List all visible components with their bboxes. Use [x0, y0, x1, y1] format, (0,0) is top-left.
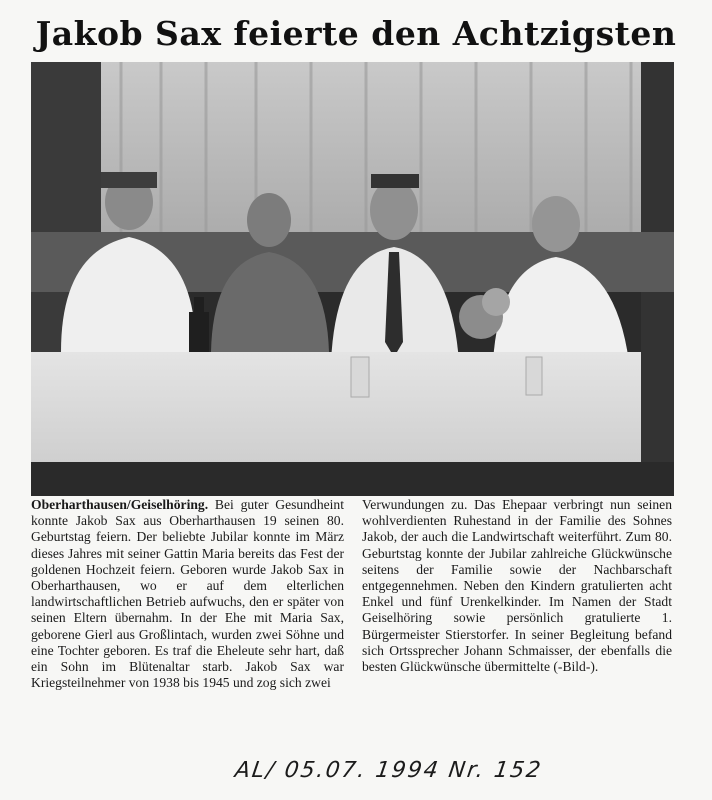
article-column-1 [31, 497, 344, 691]
handwritten-note: AL/ 05.07. 1994 Nr. 152 [233, 758, 544, 783]
column-2-text: Verwundungen zu. Das Ehepaar verbringt nun seinen wohlverdienten Ruhestand in der Familie des Sohnes Jakob, der auch die Landwirtschaft weiterführt. Zum 80. Geburtstag konnte der Jubilar zahlreiche Glückwünsche seitens der Familie sowie der Nachbarschaft entgegennehmen. Neben den Kindern gratulierten acht Enkel und fünf Urenkelkinder. Im Namen der Stadt Geiselhöring sowie persönlich gratulierte 1. Bürgermeister Stierstorfer. In seiner Begleitung befand sich Ortssprecher Johann Schmaisser, der ebenfalls die besten Glückwünsche übermittelte (-Bild-). [362, 497, 672, 675]
dateline: Oberharthausen/Geiselhöring. [31, 497, 209, 512]
headline: Jakob Sax feierte den Achtzigsten [35, 14, 677, 53]
newspaper-photo [31, 62, 674, 496]
article-column-2 [362, 497, 672, 675]
column-1-text: Bei guter Gesundheint konnte Jakob Sax aus Oberharthausen 19 seinen 80. Geburtstag feiern. Der beliebte Jubilar konnte im März dieses Jahres mit seiner Gattin Maria bereits das Fest der goldenen Hochzeit feiern. Geboren wurde Jakob Sax in Oberharthausen, wo er auf dem elterlichen landwirtschaftlichen Betrieb aufwuchs, den er später von seinen Eltern übernahm. In der Ehe mit Maria Sax, geborene Gierl aus Großlintach, wurden zwei Söhne und eine Tochter geboren. Es traf die Eheleute sehr hart, daß ein Sohn im Blütenaltar starb. Jakob Sax war Kriegsteilnehmer von 1938 bis 1945 und zog sich zwei [31, 497, 344, 691]
